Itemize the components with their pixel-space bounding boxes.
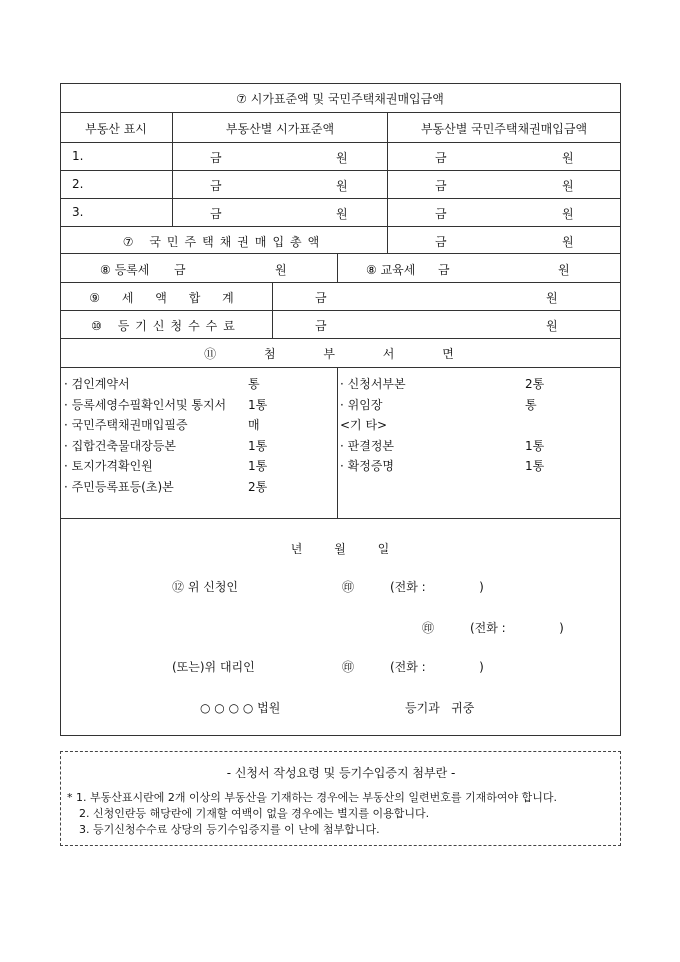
row-label: 1. — [72, 149, 84, 163]
won-label: 원 — [275, 263, 287, 277]
attachment-name: <기 타> — [340, 418, 388, 432]
attachment-name: · 국민주택채권매입필증 — [64, 418, 188, 432]
reg-tax-label: ⑧ 등록세 — [100, 263, 150, 277]
bond-total-label: ⑦ 국민주택채권매입총액 — [122, 235, 326, 249]
attachment-count: 1통 — [525, 438, 545, 453]
won-label: 원 — [336, 151, 348, 165]
gum-label: 금 — [174, 263, 186, 277]
attachment-name: · 검인계약서 — [64, 377, 130, 391]
attachment-count: 1통 — [248, 438, 268, 453]
attachment-count: 1통 — [525, 459, 545, 473]
won-label: 원 — [562, 151, 574, 165]
won-label: 원 — [546, 319, 558, 333]
gum-label: 금 — [315, 291, 327, 305]
gum-label: 금 — [435, 179, 447, 193]
gum-label: 금 — [435, 207, 447, 221]
header-bond-amount: 부동산별 국민주택채권매입금액 — [420, 122, 588, 136]
attachment-name: · 신청서부본 — [340, 377, 406, 391]
agent-label: (또는)위 대리인 — [172, 660, 255, 674]
header-property: 부동산 표시 — [85, 122, 147, 136]
attachment-count: 2통 — [248, 479, 268, 494]
tax-sum-label: ⑨ 세 액 합 계 — [89, 291, 243, 305]
seal-mark: ㊞ — [342, 580, 355, 594]
note-item: * 1. 부동산표시란에 2개 이상의 부동산을 기재하는 경우에는 부동산의 일련번호를 기재하여야 합니다. — [67, 791, 557, 804]
gum-label: 금 — [210, 151, 222, 165]
edu-tax-label: ⑧ 교육세 — [366, 263, 416, 277]
fee-label: ⑩ 등기신청수수료 — [91, 319, 241, 333]
attachment-name: · 확정증명 — [340, 459, 394, 473]
won-label: 원 — [546, 291, 558, 305]
gum-label: 금 — [438, 263, 450, 277]
header-standard-value: 부동산별 시가표준액 — [225, 122, 335, 136]
applicant-label: ⑫ 위 신청인 — [172, 580, 238, 594]
attach-title: ⑪ 첨 부 서 면 — [204, 347, 476, 361]
attachment-name: · 위임장 — [340, 397, 383, 412]
attachment-name: · 집합건축물대장등본 — [64, 438, 176, 453]
won-label: 원 — [562, 235, 574, 249]
attachment-name: · 판결정본 — [340, 438, 394, 453]
attachment-count: 통 — [248, 377, 260, 391]
attachment-name: · 토지가격확인원 — [64, 459, 153, 473]
section7-title: ⑦ 시가표준액 및 국민주택채권매입금액 — [236, 92, 444, 106]
registry-label: 등기과 귀중 — [405, 701, 475, 715]
row-label: 2. — [72, 177, 84, 191]
notes-title: - 신청서 작성요령 및 등기수입증지 첨부란 - — [226, 766, 456, 780]
attachment-count: 1통 — [248, 459, 268, 473]
row-label: 3. — [72, 205, 84, 219]
attachment-count: 1통 — [248, 397, 268, 412]
notes-box — [60, 751, 621, 846]
date-line: 년 월 일 — [290, 542, 390, 556]
note-item: 3. 등기신청수수료 상당의 등기수입증지를 이 난에 첨부합니다. — [79, 823, 380, 836]
attachment-name: · 주민등록표등(초)본 — [64, 479, 174, 494]
attachment-name: · 등록세영수필확인서및 통지서 — [64, 397, 227, 412]
phone-field: (전화 : ) — [470, 621, 564, 635]
gum-label: 금 — [435, 151, 447, 165]
gum-label: 금 — [435, 235, 447, 249]
phone-field: (전화 : ) — [390, 660, 484, 674]
won-label: 원 — [336, 207, 348, 221]
won-label: 원 — [562, 207, 574, 221]
note-item: 2. 신청인란등 해당란에 기재할 여백이 없을 경우에는 별지를 이용합니다. — [79, 807, 430, 820]
seal-mark: ㊞ — [422, 621, 435, 635]
won-label: 원 — [562, 179, 574, 193]
attachment-count: 통 — [525, 397, 537, 412]
attachment-count: 2통 — [525, 377, 545, 391]
phone-field: (전화 : ) — [390, 580, 484, 594]
gum-label: 금 — [210, 179, 222, 193]
won-label: 원 — [558, 263, 570, 277]
seal-mark: ㊞ — [342, 660, 355, 674]
gum-label: 금 — [210, 207, 222, 221]
gum-label: 금 — [315, 319, 327, 333]
attachment-count: 매 — [248, 418, 260, 432]
won-label: 원 — [336, 179, 348, 193]
court-label: ○ ○ ○ ○ 법원 — [200, 701, 281, 715]
